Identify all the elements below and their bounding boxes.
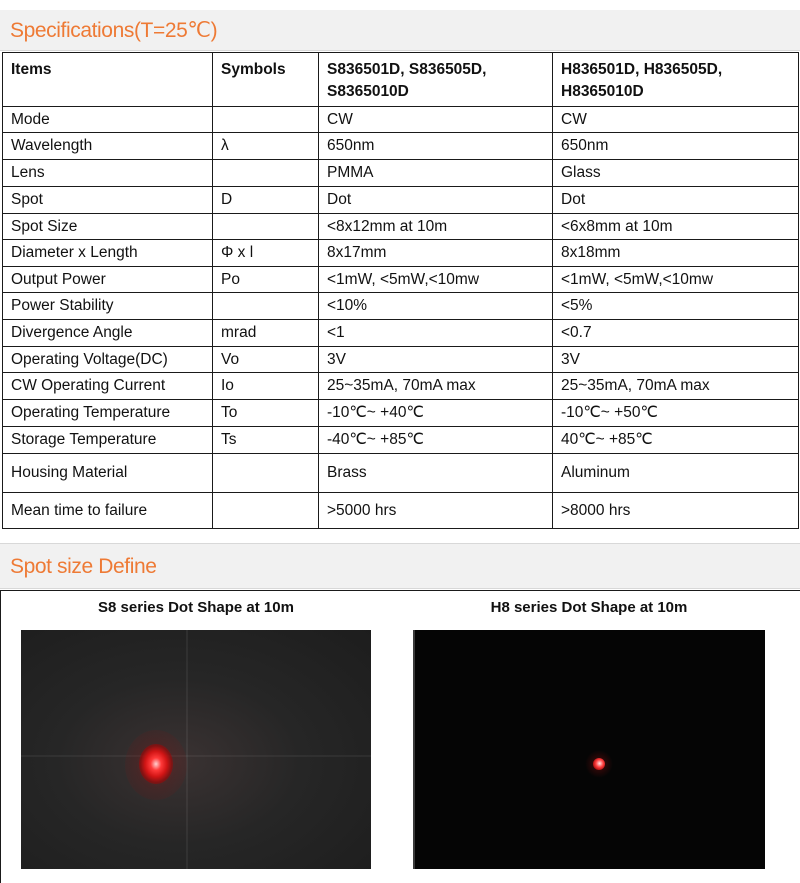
header-symbols: Symbols [213,53,319,107]
cell-symbol [213,293,319,320]
cell-symbol [213,454,319,493]
cell-model-s: Brass [319,454,553,493]
cell-model-h: CW [553,107,799,133]
cell-item: Diameter x Length [3,240,213,267]
cell-item: Wavelength [3,133,213,160]
cell-model-h: Dot [553,187,799,214]
cell-item: Mode [3,107,213,133]
h8-dot-shape-photo [413,630,765,869]
table-row [3,214,799,240]
cell-symbol [213,493,319,529]
cell-model-h: Glass [553,160,799,187]
cell-model-h: 25~35mA, 70mA max [553,373,799,400]
cell-model-h: <0.7 [553,320,799,347]
cell-model-s: -10℃~ +40℃ [319,400,553,427]
cell-model-s: 25~35mA, 70mA max [319,373,553,400]
cell-model-s: <8x12mm at 10m [319,214,553,240]
h8-caption: H8 series Dot Shape at 10m [490,599,688,616]
cell-symbol: λ [213,133,319,160]
cell-model-s: >5000 hrs [319,493,553,529]
cell-symbol [213,214,319,240]
cell-model-h: 3V [553,347,799,373]
cell-model-h: >8000 hrs [553,493,799,529]
cell-symbol: Io [213,373,319,400]
table-header-row [3,53,799,107]
cell-symbol: Ts [213,427,319,454]
cell-model-h: <5% [553,293,799,320]
cell-symbol: Vo [213,347,319,373]
spot-size-heading-band [0,543,800,589]
header-model-s [319,53,553,107]
cell-symbol: Φ x l [213,240,319,267]
cell-model-h: 40℃~ +85℃ [553,427,799,454]
specifications-table [2,52,799,529]
cell-model-h: Aluminum [553,454,799,493]
table-row [3,107,799,133]
s8-dot-shape-photo [21,630,371,869]
table-row [3,400,799,427]
spot-size-heading: Spot size Define [10,555,157,578]
cell-symbol: mrad [213,320,319,347]
cell-symbol [213,160,319,187]
h8-laser-spot [593,758,605,770]
cell-symbol [213,107,319,133]
cell-item: Storage Temperature [3,427,213,454]
cell-model-h: -10℃~ +50℃ [553,400,799,427]
table-row [3,187,799,214]
table-row [3,240,799,267]
table-row [3,293,799,320]
cell-model-s: Dot [319,187,553,214]
cell-model-h: 8x18mm [553,240,799,267]
table-row [3,427,799,454]
cell-item: Housing Material [3,454,213,493]
specifications-heading: Specifications(T=25℃) [10,19,218,42]
s8-caption: S8 series Dot Shape at 10m [98,599,294,616]
cell-model-s: <10% [319,293,553,320]
table-row [3,133,799,160]
cell-symbol: Po [213,267,319,293]
spot-photos-panel [0,590,800,883]
cell-item: Power Stability [3,293,213,320]
s8-laser-spot [139,744,173,784]
cell-model-s: -40℃~ +85℃ [319,427,553,454]
cell-model-s: 650nm [319,133,553,160]
cell-item: Mean time to failure [3,493,213,529]
cell-symbol: To [213,400,319,427]
cell-item: Operating Temperature [3,400,213,427]
header-items: Items [3,53,213,107]
table-row [3,320,799,347]
table-row [3,347,799,373]
cell-model-s: <1 [319,320,553,347]
table-row [3,454,799,493]
cell-item: Operating Voltage(DC) [3,347,213,373]
header-model-h-text: H836501D, H836505D, H8365010D [561,61,723,100]
table-row [3,267,799,293]
cell-model-s: 3V [319,347,553,373]
cell-model-s: 8x17mm [319,240,553,267]
cell-model-h: 650nm [553,133,799,160]
cell-symbol: D [213,187,319,214]
table-row [3,493,799,529]
cell-model-s: CW [319,107,553,133]
table-row [3,373,799,400]
cell-item: Divergence Angle [3,320,213,347]
cell-item: CW Operating Current [3,373,213,400]
cell-item: Spot Size [3,214,213,240]
table-row [3,160,799,187]
specifications-heading-band [0,10,800,51]
cell-model-h: <6x8mm at 10m [553,214,799,240]
header-model-h [553,53,799,107]
cell-item: Spot [3,187,213,214]
header-model-s-text: S836501D, S836505D, S8365010D [327,61,487,100]
cell-item: Output Power [3,267,213,293]
cell-item: Lens [3,160,213,187]
cell-model-s: PMMA [319,160,553,187]
cell-model-h: <1mW, <5mW,<10mw [553,267,799,293]
cell-model-s: <1mW, <5mW,<10mw [319,267,553,293]
